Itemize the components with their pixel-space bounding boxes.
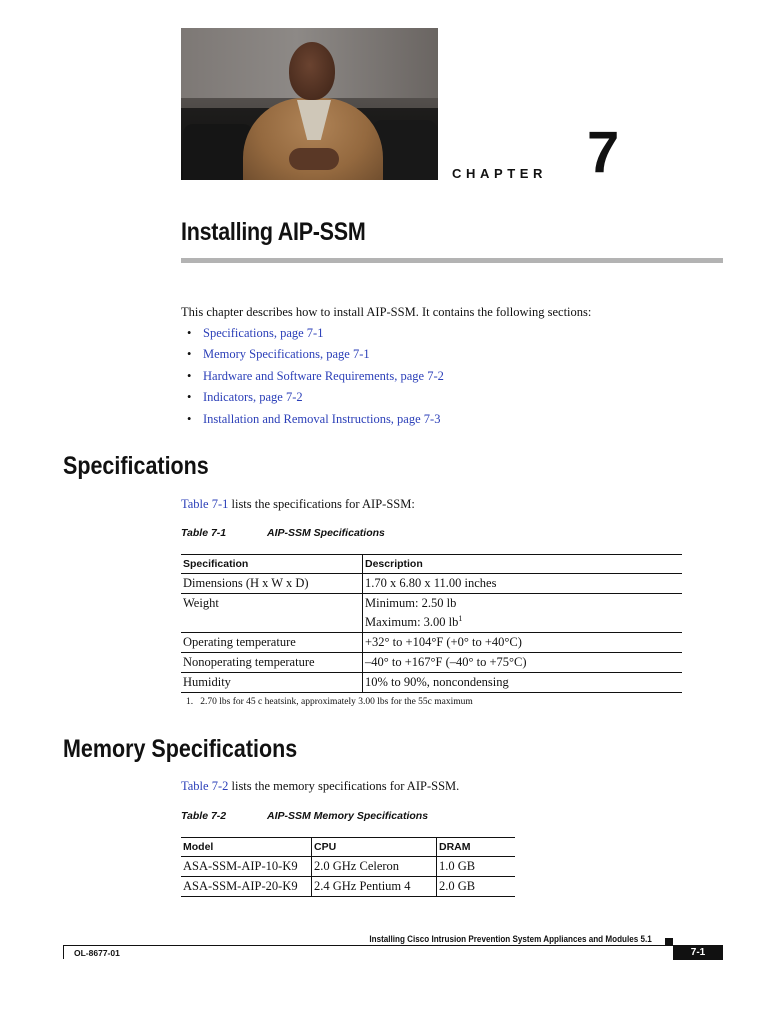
caption-title: AIP-SSM Specifications (267, 527, 385, 539)
table-row (181, 574, 682, 594)
toc-link[interactable]: Installation and Removal Instructions, page 7-3 (203, 411, 441, 426)
specifications-table (181, 554, 682, 693)
toc-item: • Installation and Removal Instructions, page 7-3 (187, 411, 441, 426)
column-header: CPU (312, 838, 437, 857)
toc-item: • Indicators, page 7-2 (187, 390, 303, 405)
table-cell: –40° to +167°F (–40° to +75°C) (363, 653, 683, 673)
page-number: 7-1 (673, 946, 723, 960)
specifications-heading: Specifications (63, 452, 209, 480)
table-header-row (181, 555, 682, 574)
table-cell: 10% to 90%, noncondensing (363, 673, 683, 693)
book-title-footer: Installing Cisco Intrusion Prevention System Appliances and Modules 5.1 (369, 934, 652, 944)
section-list (187, 326, 444, 433)
chapter-label: CHAPTER (452, 166, 548, 181)
table-row (181, 653, 682, 673)
table-7-1-caption (181, 527, 581, 541)
caption-number: Table 7-2 (181, 810, 227, 822)
table-cell: 2.4 GHz Pentium 4 (312, 877, 437, 897)
table-footnote: 1. 2.70 lbs for 45 c heatsink, approximately 3.00 lbs for the 55c maximum (186, 697, 473, 707)
table-cell: Operating temperature (181, 633, 363, 653)
toc-link[interactable]: Indicators, page 7-2 (203, 390, 303, 405)
table-cell: ASA-SSM-AIP-20-K9 (181, 877, 312, 897)
table-7-2-link[interactable]: Table 7-2 (181, 779, 229, 793)
toc-item: • Hardware and Software Requirements, page 7-2 (187, 368, 444, 383)
table-cell: 2.0 GHz Celeron (312, 857, 437, 877)
table-cell: +32° to +104°F (+0° to +40°C) (363, 633, 683, 653)
footnote-ref: 1 (458, 614, 463, 623)
toc-link[interactable]: Hardware and Software Requirements, page 7-2 (203, 368, 444, 383)
toc-item: • Memory Specifications, page 7-1 (187, 347, 370, 362)
column-header: Description (363, 555, 683, 574)
table-cell: 2.0 GB (437, 877, 516, 897)
toc-link[interactable]: Specifications, page 7-1 (203, 326, 324, 340)
footer-tick (63, 945, 64, 959)
table-cell: Minimum: 2.50 lb Maximum: 3.00 $lb^1$ (363, 594, 683, 633)
table-cell: 1.0 GB (437, 857, 516, 877)
table-cell: ASA-SSM-AIP-10-K9 (181, 857, 312, 877)
table-7-2-caption (181, 810, 581, 824)
spec-lead: Table 7-1 lists the specifications for AIP-SSM: (181, 497, 415, 511)
table-cell: 1.70 x 6.80 x 11.00 inches (363, 574, 683, 594)
column-header: Specification (181, 555, 363, 574)
memory-table (181, 837, 515, 897)
table-7-1-link[interactable]: Table 7-1 (181, 497, 229, 511)
table-cell: Dimensions (H x W x D) (181, 574, 363, 594)
memory-lead: Table 7-2 lists the memory specifications for AIP-SSM. (181, 779, 460, 793)
memory-specifications-heading: Memory Specifications (63, 735, 298, 763)
table-row (181, 877, 515, 897)
table-header-row (181, 838, 515, 857)
table-cell: Nonoperating temperature (181, 653, 363, 673)
doc-number: OL-8677-01 (74, 948, 120, 958)
caption-number: Table 7-1 (181, 527, 227, 539)
caption-title: AIP-SSM Memory Specifications (267, 810, 429, 822)
toc-link[interactable]: Memory Specifications, page 7-1 (203, 347, 370, 362)
table-row (181, 673, 682, 693)
page-title: Installing AIP-SSM (181, 218, 366, 246)
toc-item: • Specifications, page 7-1 (187, 326, 324, 340)
column-header: DRAM (437, 838, 516, 857)
intro-text: This chapter describes how to install AIP-SSM. It contains the following sections: (181, 305, 592, 319)
chapter-photo (181, 28, 438, 180)
column-header: Model (181, 838, 312, 857)
footer-rule (63, 945, 723, 946)
table-cell: Humidity (181, 673, 363, 693)
table-row (181, 633, 682, 653)
table-row (181, 857, 515, 877)
chapter-number: 7 (587, 120, 620, 185)
table-cell: Weight (181, 594, 363, 633)
title-rule (181, 258, 723, 263)
table-row (181, 594, 682, 633)
